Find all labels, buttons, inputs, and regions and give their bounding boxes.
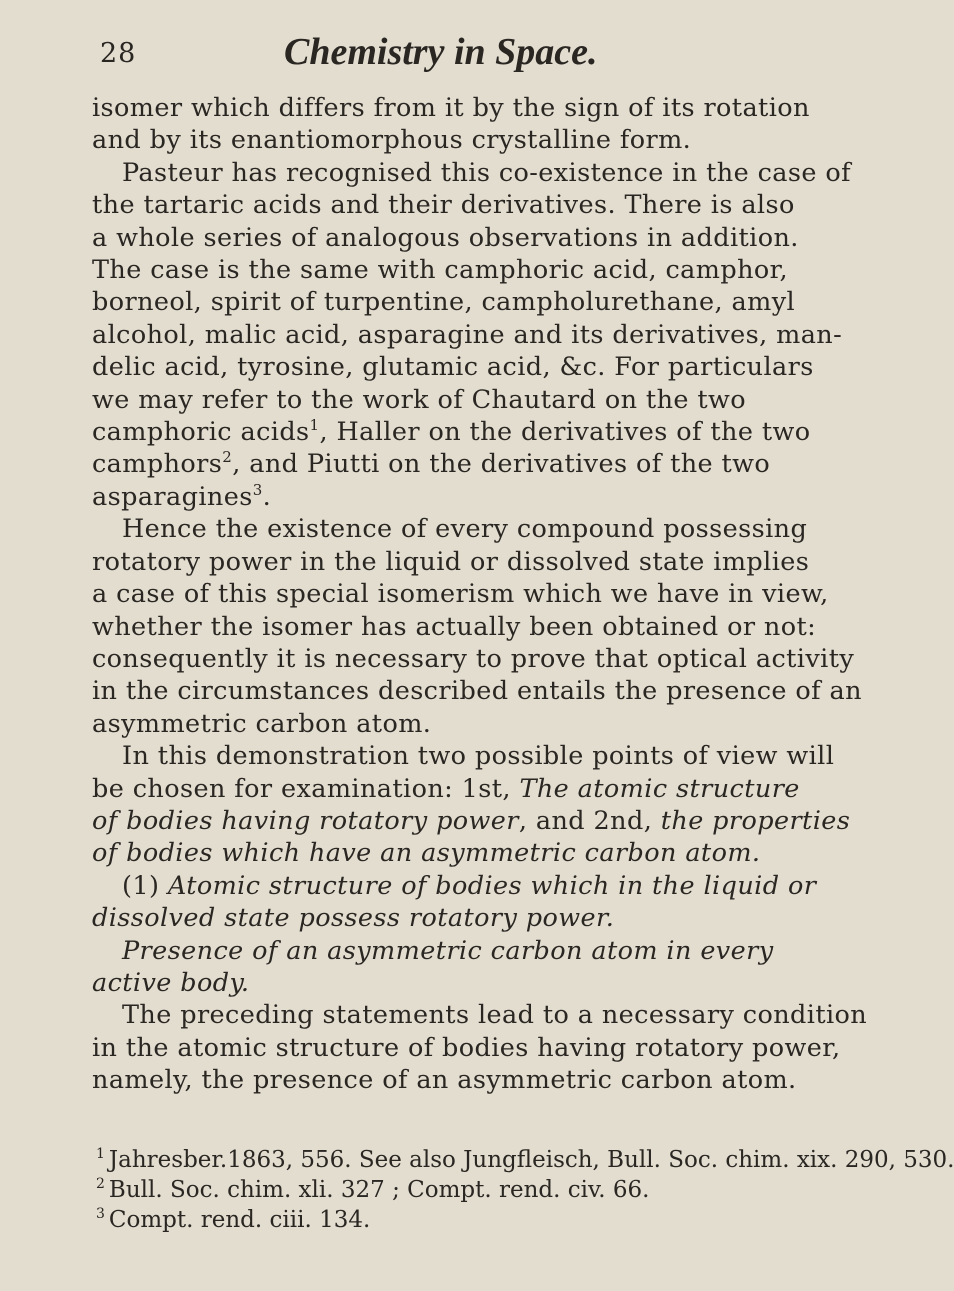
paragraph <box>92 935 774 1000</box>
footnote-number: 2 <box>96 1176 105 1192</box>
footnote <box>96 1145 954 1175</box>
text-run: (1) <box>122 870 168 901</box>
text-line: borneol, spirit of turpentine, campholurethane, amyl <box>92 287 796 318</box>
text-line: namely, the presence of an asymmetric carbon atom. <box>92 1065 797 1096</box>
running-title: Chemistry in Space. <box>284 31 598 73</box>
text-line: In this demonstration two possible points of view will <box>122 741 835 772</box>
footnote <box>96 1175 756 1205</box>
paragraph <box>92 870 817 935</box>
page-header <box>0 30 800 80</box>
text-line: isomer which differs from it by the sign of its rotation <box>92 93 810 123</box>
text-line <box>92 837 761 869</box>
text-line <box>92 967 740 999</box>
text-run: be chosen for examination: 1st, <box>92 773 520 804</box>
footnote-text: Compt. rend. ciii. 134. <box>108 1207 371 1233</box>
italic-run: of bodies which have an asymmetric carbon atom. <box>92 838 761 869</box>
footnote-text: Jahresber.1863, 556. See also Jungfleisch, Bull. Soc. chim. xix. 290, 530. <box>108 1147 954 1173</box>
paragraph <box>92 740 851 870</box>
footnotes <box>96 1145 954 1235</box>
italic-run: active body. <box>92 967 250 998</box>
text-line: a whole series of analogous observations in addition. <box>92 222 799 253</box>
italic-run: The atomic structure <box>519 773 800 804</box>
text-line: whether the isomer has actually been obtained or not: <box>92 611 817 642</box>
text-run: , and Piutti on the derivatives of the two <box>232 449 771 480</box>
italic-run: Presence of an asymmetric carbon atom in every <box>122 935 774 966</box>
page-number: 28 <box>100 38 137 69</box>
text-line: a case of this special isomerism which we have in view, <box>92 579 829 610</box>
text-run: , Haller on the derivatives of the two <box>319 417 811 448</box>
footnote <box>96 1205 756 1235</box>
text-line <box>92 870 817 902</box>
text-line <box>92 481 740 513</box>
text-line: in the atomic structure of bodies having rotatory power, <box>92 1032 841 1063</box>
text-line: we may refer to the work of Chautard on the two <box>92 384 747 415</box>
text-run: asparagines <box>92 481 253 512</box>
paragraph <box>92 157 851 513</box>
text-line <box>92 416 811 448</box>
text-line <box>92 902 740 934</box>
footnote-number: 1 <box>96 1146 105 1162</box>
text-line <box>92 773 800 805</box>
italic-run: dissolved state possess rotatory power. <box>92 903 615 934</box>
italic-run: the properties <box>660 805 851 836</box>
text-line: the tartaric acids and their derivatives. There is also <box>92 190 795 221</box>
body-text <box>92 92 868 1097</box>
text-line: in the circumstances described entails the presence of an <box>92 676 862 707</box>
text-line <box>92 448 771 480</box>
text-line: asymmetric carbon atom. <box>92 708 432 739</box>
footnote-text: Bull. Soc. chim. xli. 327 ; Compt. rend. civ. 66. <box>108 1177 650 1203</box>
paragraph <box>92 999 868 1096</box>
text-line: and by its enantiomorphous crystalline form. <box>92 125 692 156</box>
paragraph <box>92 513 862 740</box>
text-line: alcohol, malic acid, asparagine and its derivatives, man- <box>92 319 843 350</box>
text-line <box>92 805 851 837</box>
paragraph <box>92 92 810 157</box>
text-line: delic acid, tyrosine, glutamic acid, &c. For particulars <box>92 352 814 383</box>
text-run: camphoric acids <box>92 417 310 448</box>
text-run: . <box>262 481 272 512</box>
text-line: consequently it is necessary to prove that optical activity <box>92 643 855 674</box>
footnote-number: 3 <box>96 1206 105 1222</box>
italic-run: Atomic structure of bodies which in the liquid or <box>167 870 817 901</box>
text-run: , and 2nd, <box>518 805 661 836</box>
footnote-marker: 3 <box>252 480 263 499</box>
text-line: Pasteur has recognised this co-existence in the case of <box>122 157 851 188</box>
text-run: camphors <box>92 449 223 480</box>
italic-run: of bodies having rotatory power <box>92 805 519 836</box>
text-line: Hence the existence of every compound possessing <box>122 514 808 545</box>
text-line <box>92 935 774 967</box>
footnote-marker: 2 <box>222 448 233 467</box>
text-line: The case is the same with camphoric acid, camphor, <box>92 255 788 286</box>
text-line: rotatory power in the liquid or dissolved state implies <box>92 546 810 577</box>
footnote-marker: 1 <box>309 416 320 435</box>
text-line: The preceding statements lead to a necessary condition <box>122 1000 868 1031</box>
